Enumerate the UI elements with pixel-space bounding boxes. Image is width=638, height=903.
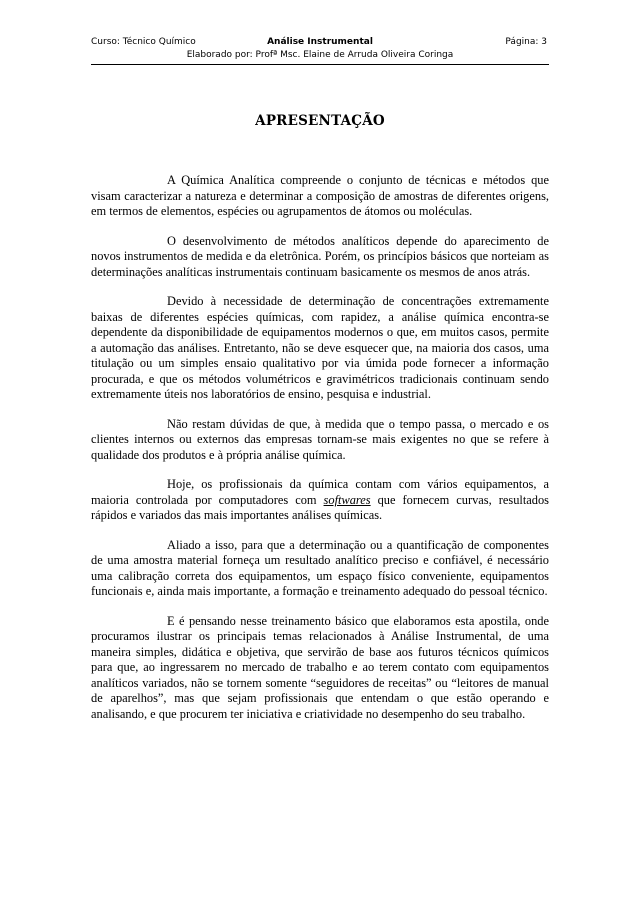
header-title: Análise Instrumental	[267, 37, 373, 47]
paragraph: E é pensando nesse treinamento básico que elaboramos esta apostila, onde procuramos ilustrar os principais temas relacionados à Análise Instrumental, de uma maneira simples, didática e objetiva, que servirão de base aos futuros técnicos químicos para que, ao ingressarem no mercado de trabalho e ao terem contato com equipamentos analíticos variados, não se tornem somente “seguidores de receitas” ou “leitores de manual de aparelhos”, mas que sejam profissionais que entendam o que estão operando e analisando, e que procurem ter iniciativa e criatividade no desempenho do seu trabalho.	[91, 613, 549, 721]
paragraph: Não restam dúvidas de que, à medida que o tempo passa, o mercado e os clientes internos ou externos das empresas tornam-se mais exigentes no que se refere à qualidade dos produtos e à própria análise química.	[91, 416, 549, 462]
author-line: Elaborado por: Profª Msc. Elaine de Arruda Oliveira Coringa	[186, 50, 454, 60]
page-number: Página: 3	[505, 37, 547, 47]
paragraph: A Química Analítica compreende o conjunto de técnicas e métodos que visam caracterizar a natureza e determinar a composição de amostras de diferentes origens, em termos de elementos, espécies ou agrupamentos de átomos ou moléculas.	[91, 173, 549, 218]
paragraph	[91, 477, 549, 524]
paragraph: Devido à necessidade de determinação de concentrações extremamente baixas de diferentes espécies químicas, com rapidez, a análise química encontra-se dependente da disponibilidade de equipamentos modernos o que, em muitos casos, permite a automação das análises. Entretanto, não se deve esquecer que, na maioria dos casos, uma titulação ou um simples ensaio qualitativo por via úmida pode fornecer a informação procurada, e que os métodos volumétricos e gravimétricos tradicionais continuam sendo extremamente úteis nos laboratórios de ensino, pesquisa e industrial.	[91, 294, 549, 401]
course-label: Curso: Técnico Químico	[91, 37, 196, 47]
page-header	[91, 34, 549, 65]
paragraph-text: Hoje, os profissionais da química contam com vários equipamentos, a maioria controlada por computadores com	[91, 477, 549, 507]
paragraph-text: que fornecem curvas, resultados rápidos e variados das mais importantes análises químicas.	[91, 492, 549, 522]
paragraph: O desenvolvimento de métodos analíticos depende do aparecimento de novos instrumentos de medida e da eletrônica. Porém, os princípios básicos que norteiam as determinações analíticas instrumentais continuam basicamente os mesmos de anos atrás.	[91, 233, 549, 279]
document-body	[91, 173, 549, 736]
softwares-emphasis: softwares	[323, 492, 371, 507]
paragraph: Aliado a isso, para que a determinação ou a quantificação de componentes de uma amostra material forneça um resultado analítico preciso e confiável, é necessário uma calibração correta dos equipamentos, um espaço físico conveniente, equipamentos funcionais e, ainda mais importante, a formação e treinamento adequado do pessoal técnico.	[91, 537, 549, 598]
page-title: APRESENTAÇÃO	[255, 113, 385, 129]
